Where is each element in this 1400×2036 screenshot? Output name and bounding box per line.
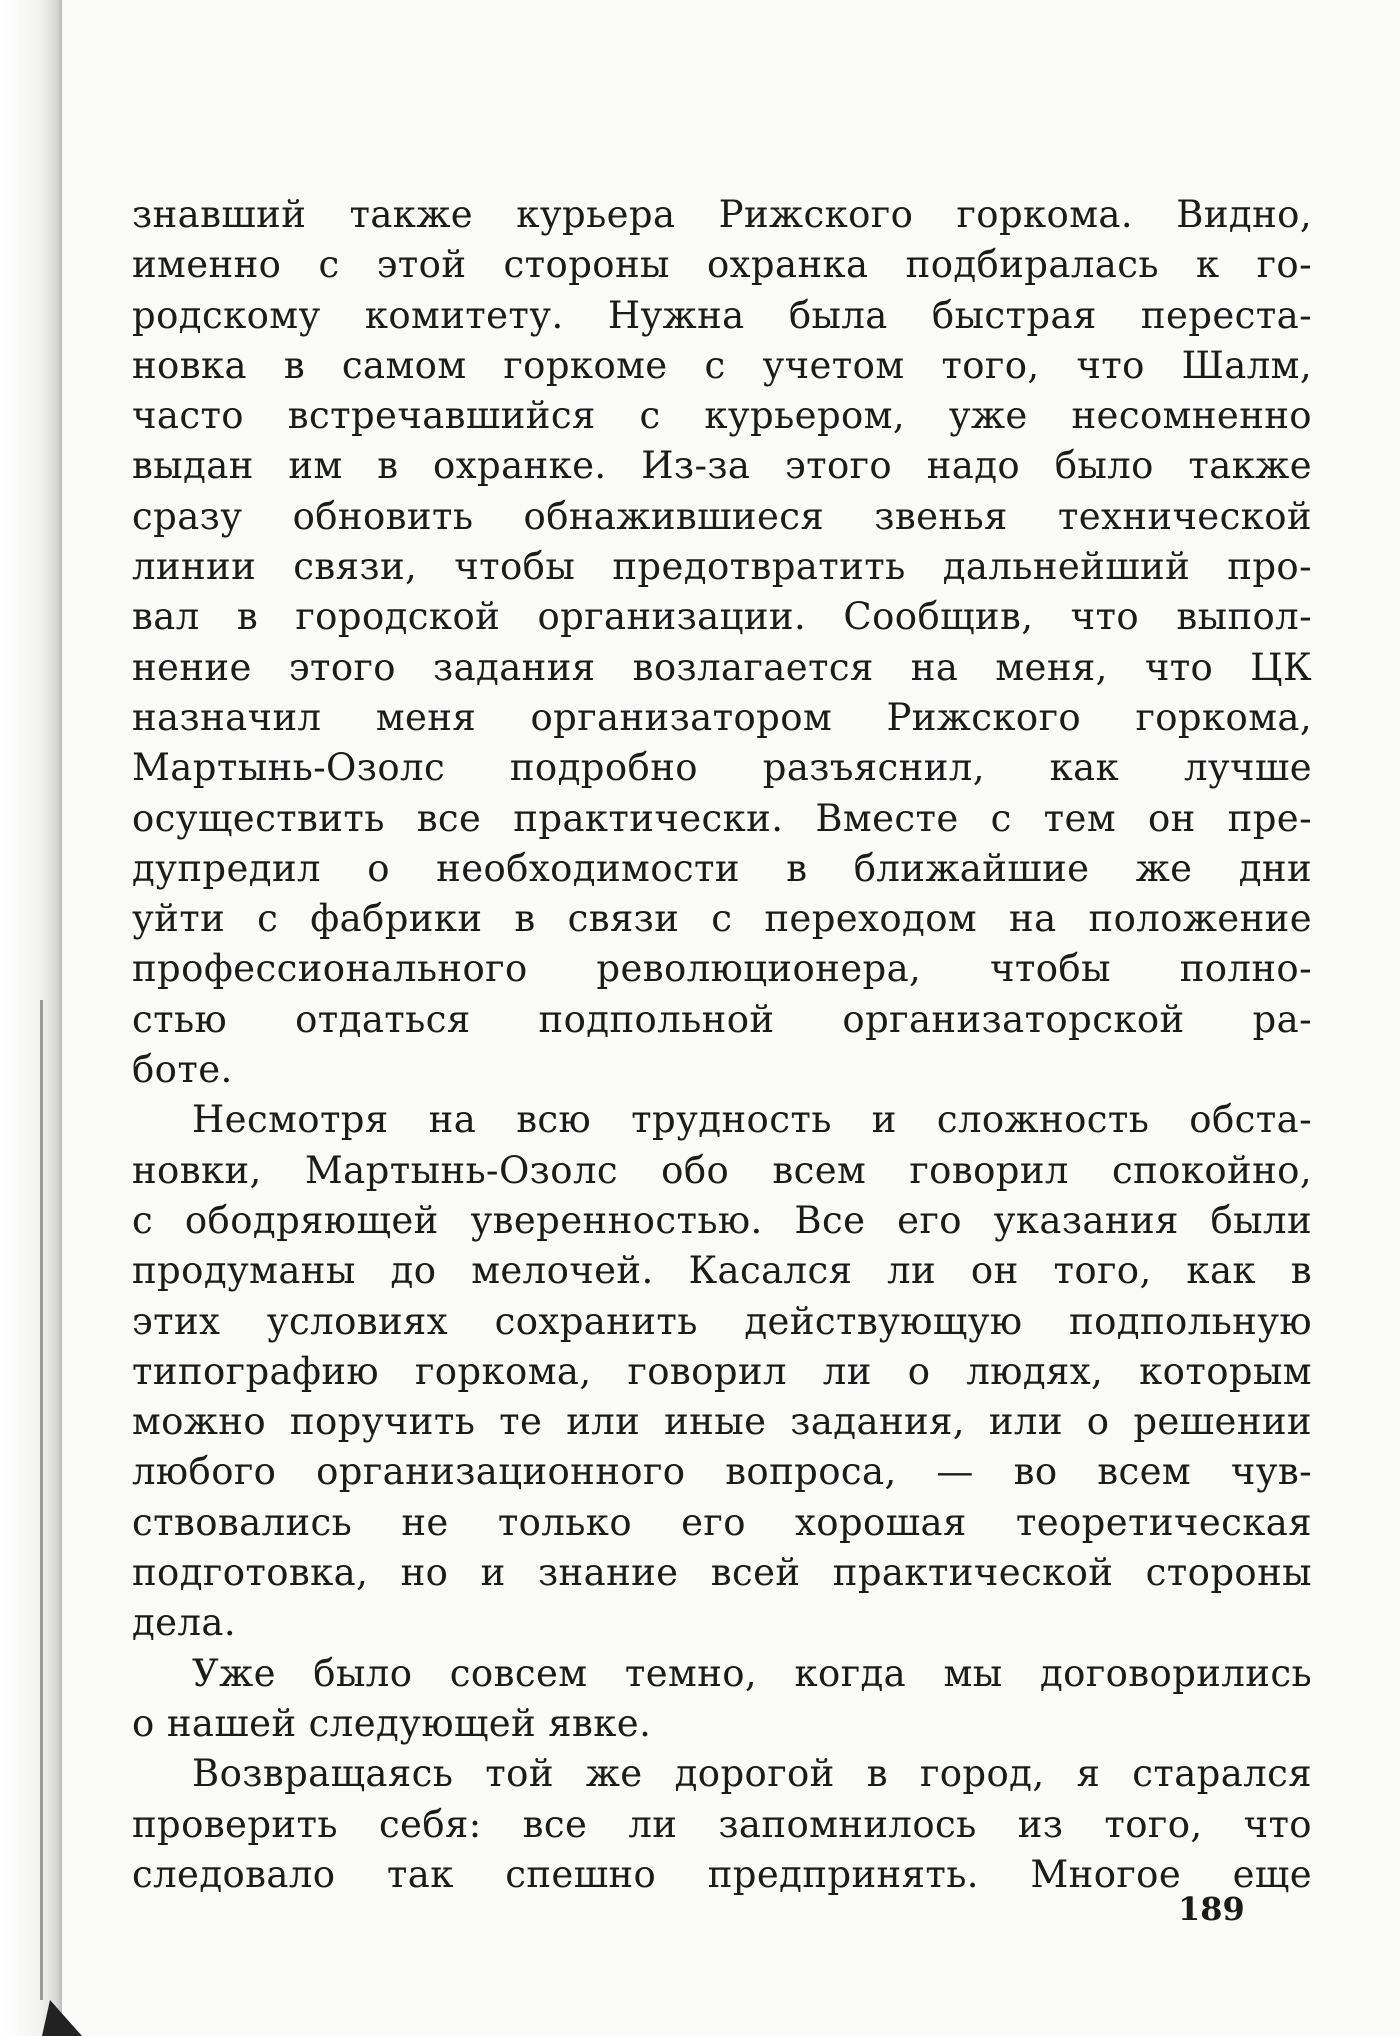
paragraph [132,1749,1312,1900]
paragraph [132,190,1312,1095]
text-line: Возвращаясь той же дорогой в город, я старался [192,1752,1312,1796]
text-line: осуществить все практически. Вместе с тем он пре- [132,796,1312,840]
text-line: типографию горкома, говорил ли о людях, которым [132,1349,1312,1393]
text-line: Уже было совсем темно, когда мы договорились [192,1651,1312,1695]
text-line: профессионального революционера, чтобы полно- [132,947,1312,991]
text-line: дупредил о необходимости в ближайшие же дни [132,846,1312,890]
text-line: этих условиях сохранить действующую подпольную [132,1299,1312,1343]
text-line: назначил меня организатором Рижского горкома, [132,695,1312,739]
text-line: выдан им в охранке. Из-за этого надо было также [132,444,1312,488]
text-line: с ободряющей уверенностью. Все его указания были [132,1198,1312,1242]
text-line: линии связи, чтобы предотвратить дальнейший про- [132,545,1312,589]
text-line: сразу обновить обнажившиеся звенья технической [132,494,1312,538]
paragraph [132,1649,1312,1750]
text-line: ствовались не только его хорошая теоретическая [132,1500,1312,1544]
text-line: о нашей следующей явке. [132,1701,652,1745]
text-line: часто встречавшийся с курьером, уже несомненно [132,394,1312,438]
text-line: именно с этой стороны охранка подбиралась к го- [132,243,1312,287]
text-line: новки, Мартынь-Озолс обо всем говорил спокойно, [132,1148,1312,1192]
text-line: можно поручить те или иные задания, или о решении [132,1400,1312,1444]
text-line: нение этого задания возлагается на меня, что ЦК [132,645,1312,689]
text-line: боте. [132,1048,233,1092]
text-line: знавший также курьера Рижского горкома. Видно, [132,193,1312,236]
spine-edge-line [40,1000,43,2000]
text-line: новка в самом горкоме с учетом того, что Шалм, [132,343,1312,387]
paragraph [132,1095,1312,1648]
text-line: Несмотря на всю трудность и сложность обста- [192,1098,1312,1142]
text-line: следовало так спешно предпринять. Многое еще [132,1852,1312,1896]
page-body-text [132,190,1312,1900]
text-line: вал в городской организации. Сообщив, что выпол- [132,595,1312,639]
book-spine-shadow [0,0,62,2036]
text-line: проверить себя: все ли запомнилось из того, что [132,1802,1312,1846]
text-line: дела. [132,1601,237,1645]
text-line: подготовка, но и знание всей практической стороны [132,1551,1312,1595]
text-line: любого организационного вопроса, — во всем чув- [132,1450,1312,1494]
text-line: родскому комитету. Нужна была быстрая переста- [132,293,1312,337]
text-line: стью отдаться подпольной организаторской ра- [132,997,1312,1041]
text-line: продуманы до мелочей. Касался ли он того, как в [132,1249,1312,1293]
text-line: Мартынь-Озолс подробно разъяснил, как лучше [132,746,1312,790]
page-number: 189 [1178,1890,1245,1928]
text-line: уйти с фабрики в связи с переходом на положение [132,897,1312,941]
